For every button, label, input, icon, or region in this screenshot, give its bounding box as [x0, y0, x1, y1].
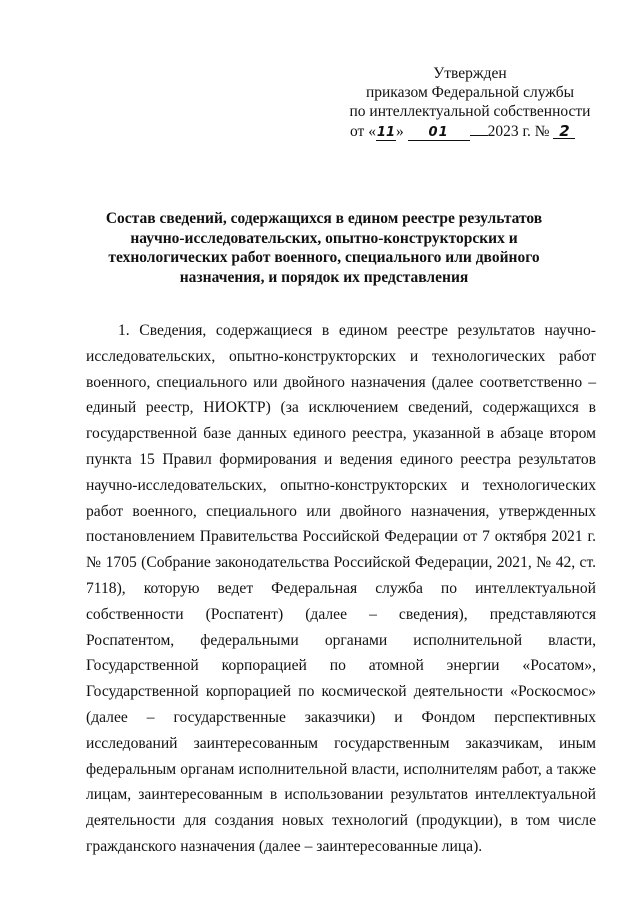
date-underline: [470, 121, 488, 136]
date-year-text: 2023 г. №: [487, 123, 550, 140]
approval-line-approved: Утвержден: [433, 65, 507, 82]
approval-date-line: [340, 121, 600, 141]
handwritten-day: 11: [376, 125, 395, 140]
approval-line-agency: по интеллектуальной собственности: [349, 103, 591, 120]
document-title: Состав сведений, содержащихся в едином реестре результатов научно-исследовательских, опытно-конструкторских и технологических работ военного, специального или двойного назначения, и порядок их представления: [105, 210, 543, 286]
approval-line-order: приказом Федеральной службы: [365, 84, 575, 101]
approval-block: [340, 64, 600, 141]
date-prefix: от «: [350, 123, 376, 140]
handwritten-month: 01: [408, 126, 470, 141]
paragraph-1: 1. Сведения, содержащиеся в едином реестре результатов научно-исследовательских, опытно-конструкторских и технологических работ военного, специального или двойного назначения (далее соответственно – единый реестр, НИОКТР) (за исключением сведений, содержащихся в государственной базе данных единого реестра, указанной в абзаце втором пункта 15 Правил формирования и ведения единого реестра результатов научно-исследовательских, опытно-конструкторских и технологических работ военного, специального или двойного назначения, утвержденных постановлением Правительства Российской Федерации от 7 октября 2021 г. № 1705 (Собрание законодательства Российской Федерации, 2021, № 42, ст. 7118), которую ведет Федеральная служба по интеллектуальной собственности (Роспатент) (далее – сведения), представляются Роспатентом, федеральными органами исполнительной власти, Государственной корпорацией по атомной энергии «Росатом», Государственной корпорацией по космической деятельности «Роскосмос» (далее – государственные заказчики) и Фондом перспективных исследований заинтересованным государственным заказчикам, иным федеральным органам исполнительной власти, исполнителям работ, а также лицам, заинтересованным в использовании результатов интеллектуальной деятельности для создания новых технологий (продукции), в том числе гражданского назначения (далее – заинтересованные лица).: [86, 322, 596, 855]
date-mid: »: [395, 123, 404, 140]
handwritten-order-number: 2: [553, 124, 575, 139]
